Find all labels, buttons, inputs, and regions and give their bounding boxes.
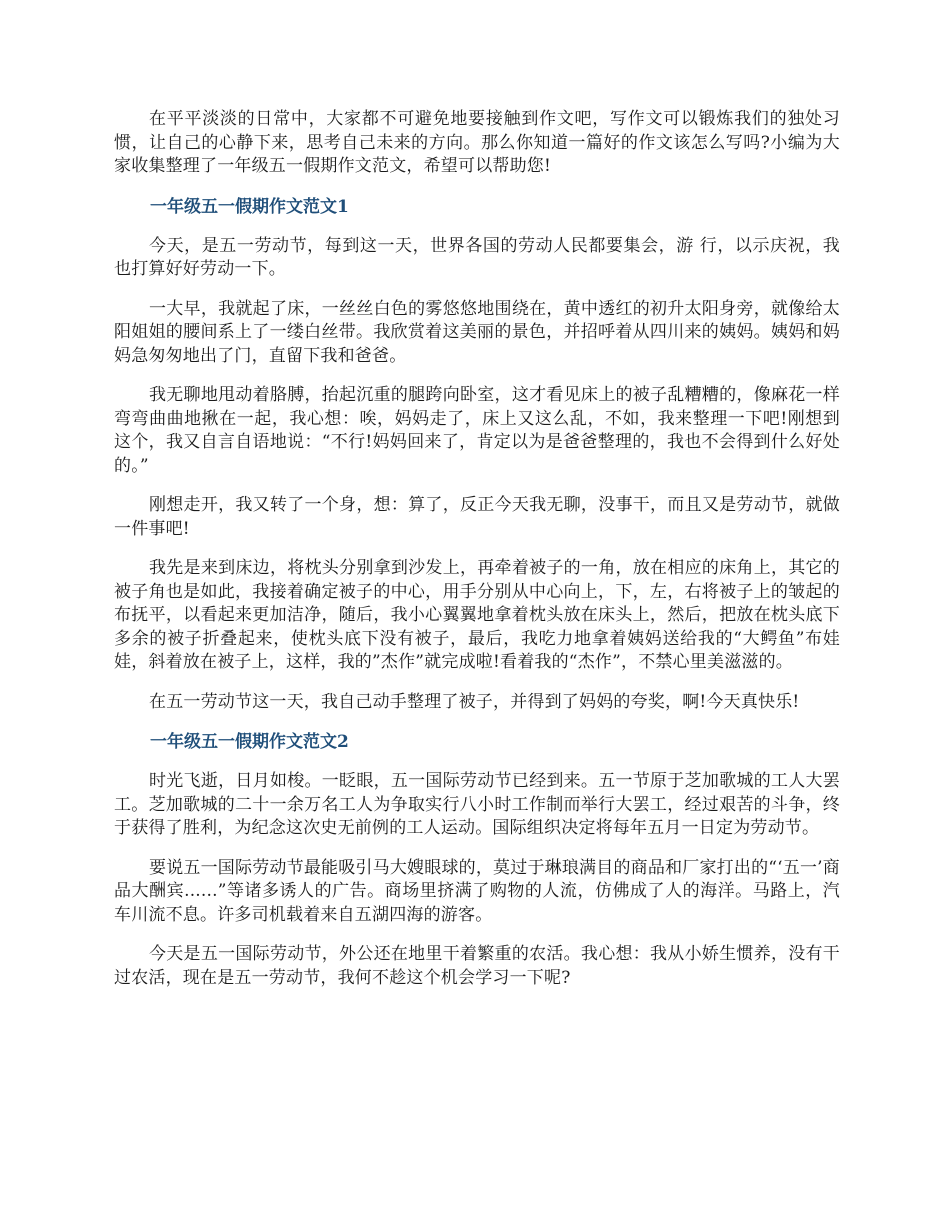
essay2-title: 一年级五一假期作文范文2: [150, 732, 349, 752]
essay2-paragraph: 要说五一国际劳动节最能吸引马大嫂眼球的，莫过于琳琅满目的商品和厂家打出的“‘五一’商品大酬宾......”等诸多诱人的广告。商场里挤满了购物的人流，仿佛成了人的海洋。马路上，汽车川流不息。许多司机载着来自五湖四海的游客。: [114, 857, 840, 925]
essay1-title: 一年级五一假期作文范文1: [150, 196, 349, 217]
essay1-paragraph: 刚想走开，我又转了一个身，想：算了，反正今天我无聊，没事干，而且又是劳动节，就做一件事吧!: [114, 495, 840, 539]
intro-paragraph: 在平平淡淡的日常中，大家都不可避免地要接触到作文吧，写作文可以锻炼我们的独处习惯，让自己的心静下来，思考自己未来的方向。那么你知道一篇好的作文该怎么写吗?小编为大家收集整理了一年级五一假期作文范文，希望可以帮助您!: [114, 109, 840, 176]
essay2-paragraph: 时光飞逝，日月如梭。一眨眼，五一国际劳动节已经到来。五一节原于芝加歌城的工人大罢工。芝加歌城的二十一余万名工人为争取实行八小时工作制而举行大罢工，经过艰苦的斗争，终于获得了胜利，为纪念这次史无前例的工人运动。国际组织决定将每年五月一日定为劳动节。: [114, 771, 840, 838]
essay2-paragraph: 今天是五一国际劳动节，外公还在地里干着繁重的农活。我心想：我从小娇生惯养，没有干过农活，现在是五一劳动节，我何不趁这个机会学习一下呢?: [114, 944, 840, 988]
essay1-paragraph: 在五一劳动节这一天，我自己动手整理了被子，并得到了妈妈的夸奖，啊!今天真快乐!: [149, 691, 800, 712]
essay1-paragraph: 我无聊地甩动着胳膊，抬起沉重的腿跨向卧室，这才看见床上的被子乱糟糟的，像麻花一样弯弯曲曲地揪在一起，我心想：唉，妈妈走了，床上又这么乱，不如，我来整理一下吧!刚想到这个，我又自言自语地说：“不行!妈妈回来了，肯定以为是爸爸整理的，我也不会得到什么好处的。”: [114, 385, 840, 476]
essay1-paragraph: 一大早，我就起了床，一丝丝白色的雾悠悠地围绕在，黄中透红的初升太阳身旁，就像给太阳姐姐的腰间系上了一缕白丝带。我欣赏着这美丽的景色，并招呼着从四川来的姨妈。姨妈和妈妈急匆匆地出了门，直留下我和爸爸。: [114, 298, 840, 366]
essay1-paragraph: 今天，是五一劳动节，每到这一天，世界各国的劳动人民都要集会，游 行，以示庆祝，我也打算好好劳动一下。: [114, 235, 840, 279]
essay1-paragraph: 我先是来到床边，将枕头分别拿到沙发上，再牵着被子的一角，放在相应的床角上，其它的被子角也是如此，我接着确定被子的中心，用手分别从中心向上，下，左，右将被子上的皱起的布抚平，以看起来更加洁净，随后，我小心翼翼地拿着枕头放在床头上，然后，把放在枕头底下多余的被子折叠起来，使枕头底下没有被子，最后，我吃力地拿着姨妈送给我的“大鳄鱼”布娃娃，斜着放在被子上，这样，我的”杰作”就完成啦!看着我的“杰作”，不禁心里美滋滋的。: [114, 558, 840, 672]
